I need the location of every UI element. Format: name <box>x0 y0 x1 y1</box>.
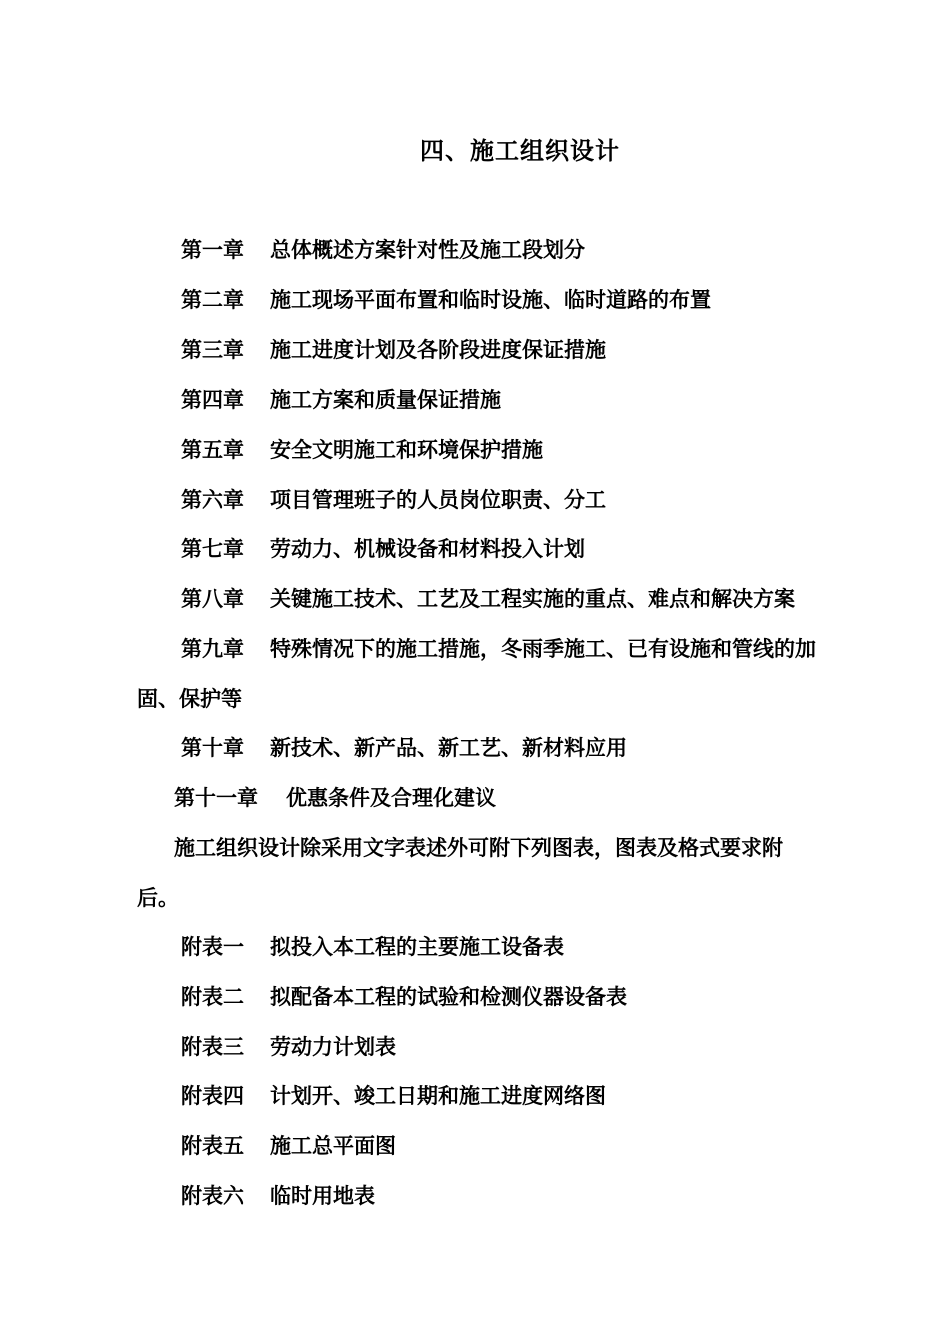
page-title: 四、施工组织设计 <box>420 136 620 165</box>
attachment-1 <box>181 933 564 961</box>
attachment-text: 拟配备本工程的试验和检测仪器设备表 <box>270 984 627 1009</box>
attachment-5 <box>181 1132 396 1160</box>
chapter-text: 特殊情况下的施工措施，冬雨季施工、已有设施和管线的加 <box>270 636 816 661</box>
chapter-label: 第二章 <box>181 287 244 312</box>
note-line-1: 施工组织设计除采用文字表述外可附下列图表，图表及格式要求附 <box>174 835 783 860</box>
chapter-6 <box>181 486 606 514</box>
attachment-2 <box>181 983 627 1011</box>
chapter-label: 第十章 <box>181 735 244 760</box>
chapter-10 <box>181 734 627 762</box>
chapter-9 <box>181 635 816 663</box>
chapter-3 <box>181 336 606 364</box>
chapter-2 <box>181 286 711 314</box>
attachment-text: 施工总平面图 <box>270 1133 396 1158</box>
chapter-4 <box>181 386 501 414</box>
note-line-2: 后。 <box>137 885 179 910</box>
attachment-3 <box>181 1033 396 1061</box>
attachment-text: 计划开、竣工日期和施工进度网络图 <box>270 1083 606 1108</box>
chapter-11 <box>174 784 496 812</box>
attachment-label: 附表四 <box>181 1083 244 1108</box>
chapter-text: 项目管理班子的人员岗位职责、分工 <box>270 487 606 512</box>
attachment-label: 附表五 <box>181 1133 244 1158</box>
chapter-label: 第十一章 <box>174 785 258 810</box>
chapter-text: 施工现场平面布置和临时设施、临时道路的布置 <box>270 287 711 312</box>
attachment-6 <box>181 1182 375 1210</box>
attachment-label: 附表三 <box>181 1034 244 1059</box>
chapter-text: 施工进度计划及各阶段进度保证措施 <box>270 337 606 362</box>
attachment-label: 附表一 <box>181 934 244 959</box>
chapter-label: 第七章 <box>181 536 244 561</box>
attachment-4 <box>181 1082 606 1110</box>
chapter-text: 劳动力、机械设备和材料投入计划 <box>270 536 585 561</box>
attachment-text: 临时用地表 <box>270 1183 375 1208</box>
chapter-8 <box>181 585 795 613</box>
attachment-label: 附表六 <box>181 1183 244 1208</box>
chapter-5 <box>181 436 543 464</box>
chapter-text: 施工方案和质量保证措施 <box>270 387 501 412</box>
chapter-1 <box>181 236 585 264</box>
chapter-label: 第四章 <box>181 387 244 412</box>
chapter-label: 第一章 <box>181 237 244 262</box>
chapter-label: 第六章 <box>181 487 244 512</box>
chapter-text: 新技术、新产品、新工艺、新材料应用 <box>270 735 627 760</box>
chapter-text: 安全文明施工和环境保护措施 <box>270 437 543 462</box>
attachment-text: 拟投入本工程的主要施工设备表 <box>270 934 564 959</box>
attachment-text: 劳动力计划表 <box>270 1034 396 1059</box>
chapter-9-continuation: 固、保护等 <box>137 686 242 711</box>
chapter-label: 第八章 <box>181 586 244 611</box>
chapter-text: 关键施工技术、工艺及工程实施的重点、难点和解决方案 <box>270 586 795 611</box>
chapter-text: 总体概述方案针对性及施工段划分 <box>270 237 585 262</box>
chapter-text: 优惠条件及合理化建议 <box>286 785 496 810</box>
attachment-label: 附表二 <box>181 984 244 1009</box>
chapter-7 <box>181 535 585 563</box>
chapter-label: 第三章 <box>181 337 244 362</box>
chapter-label: 第五章 <box>181 437 244 462</box>
chapter-label: 第九章 <box>181 636 244 661</box>
